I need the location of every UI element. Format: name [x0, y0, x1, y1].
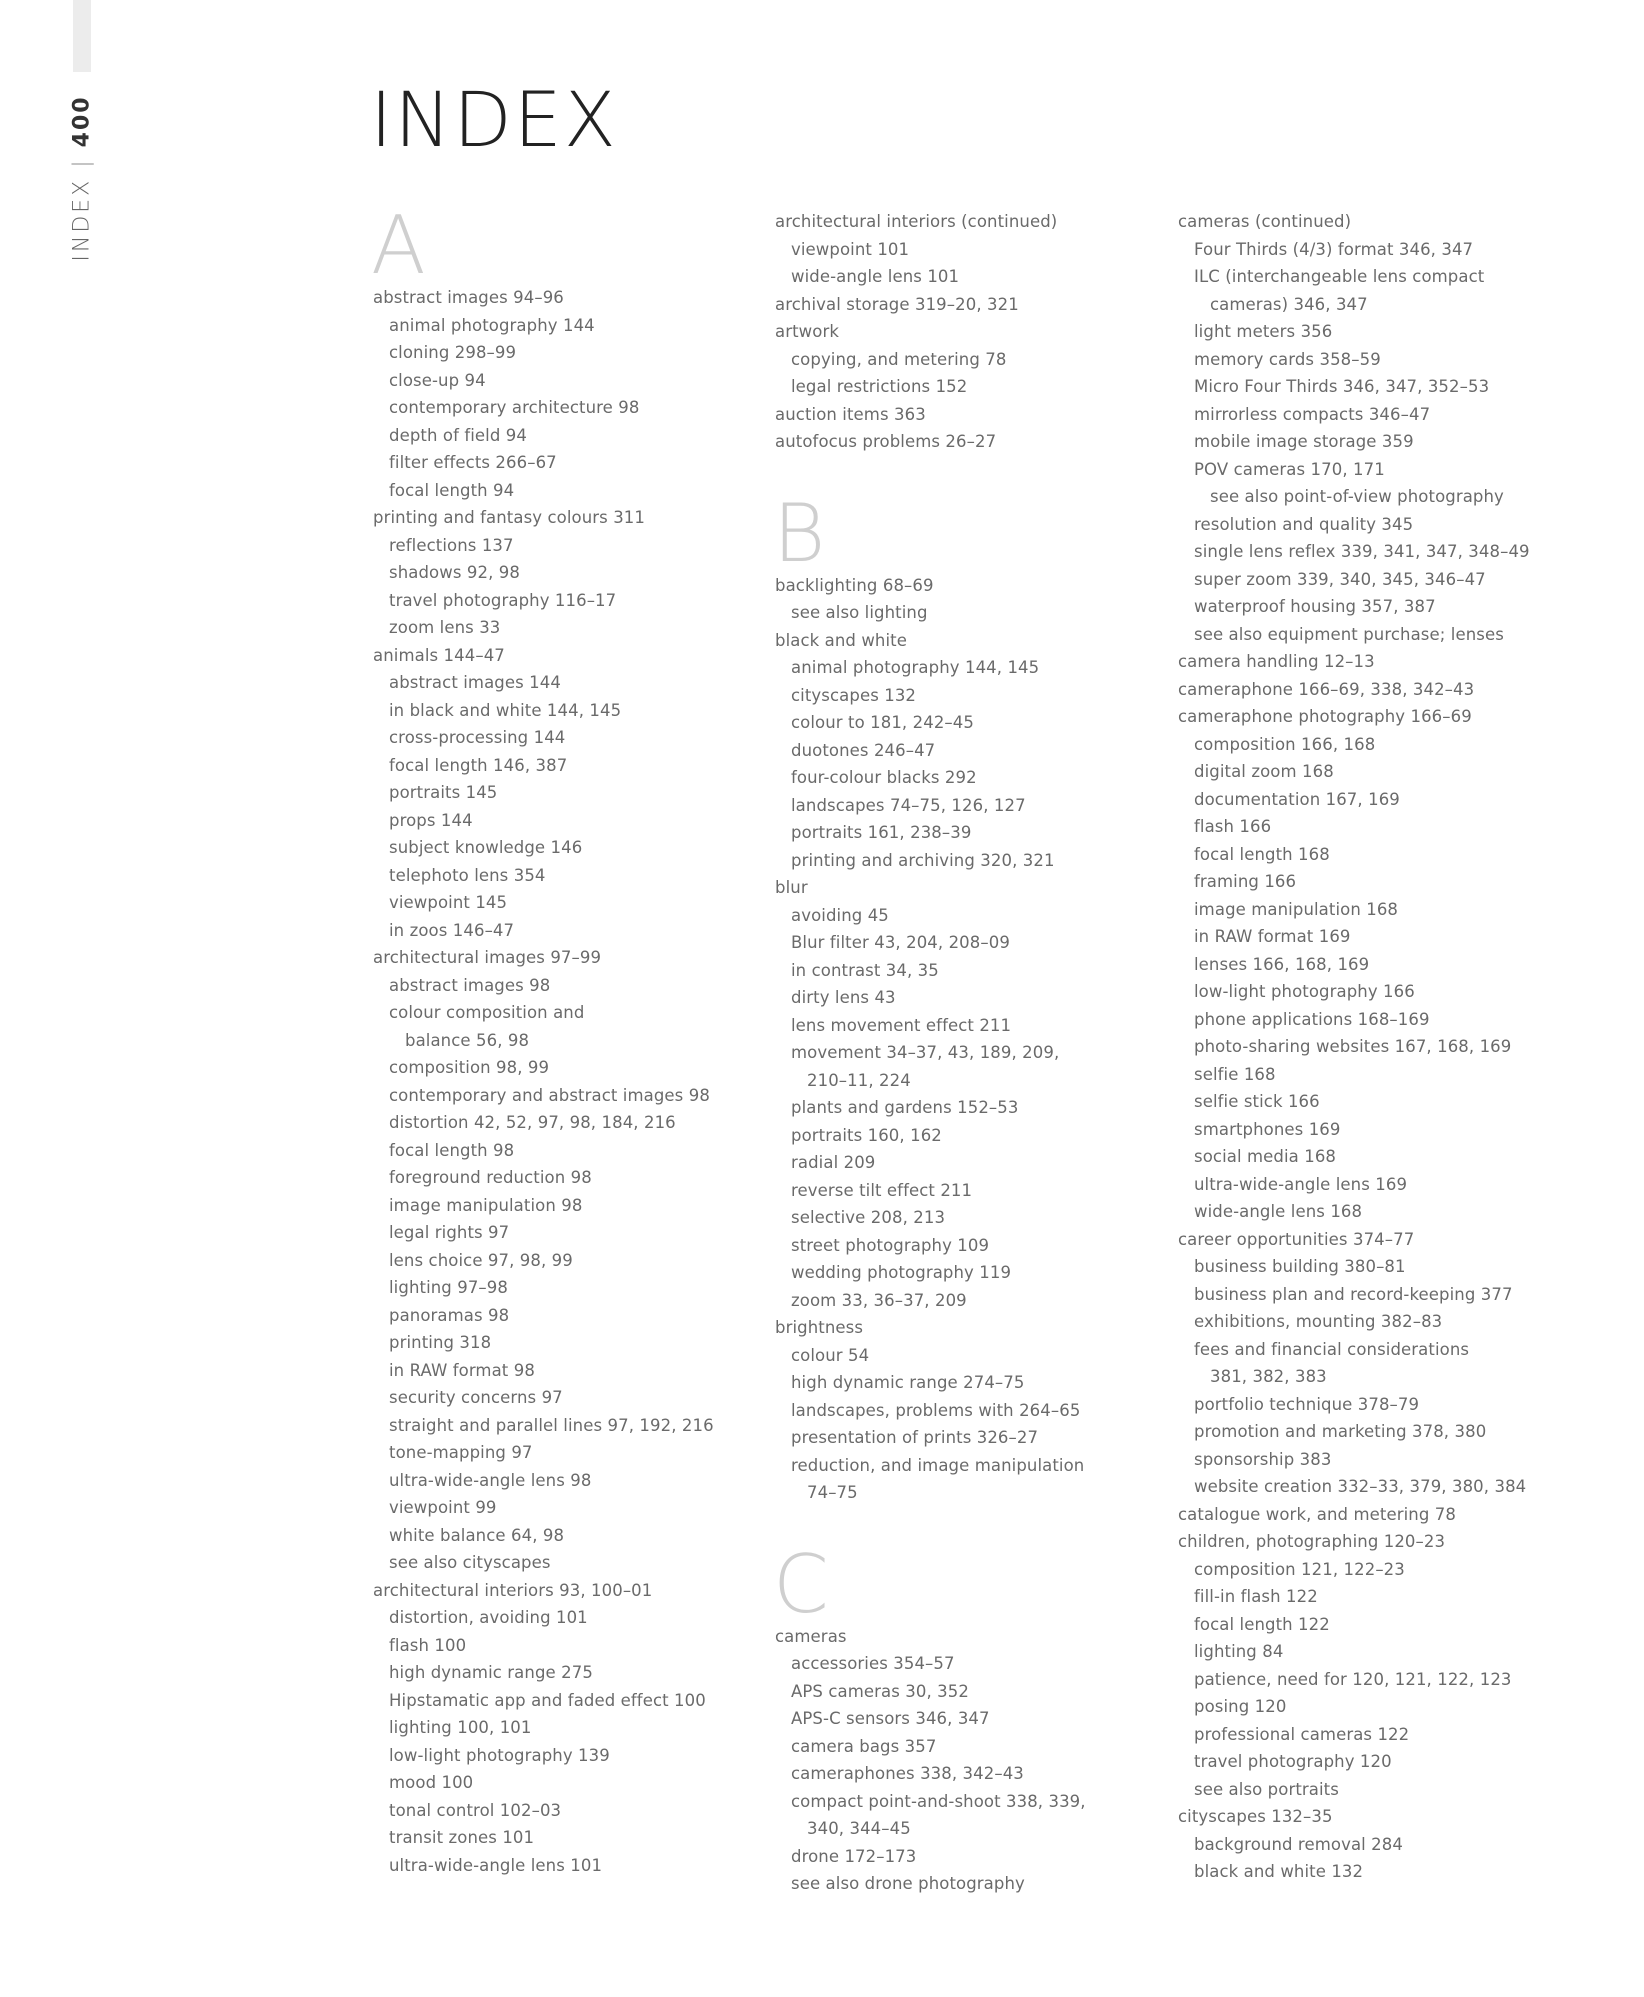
index-subentry: compact point-and-shoot 338, 339,	[791, 1791, 1086, 1811]
index-subentry: Four Thirds (4/3) format 346, 347	[1194, 239, 1474, 259]
index-entry: cameraphone photography 166–69	[1178, 707, 1472, 726]
index-subentry: black and white 132	[1194, 1862, 1364, 1881]
index-subentry: colour to 181, 242–45	[791, 713, 974, 732]
index-subentry: contemporary and abstract images 98	[389, 1085, 710, 1105]
index-subentry: composition 98, 99	[389, 1058, 550, 1077]
index-subentry: tonal control 102–03	[389, 1800, 562, 1820]
index-entry: cameraphone 166–69, 338, 342–43	[1178, 679, 1475, 699]
index-subentry: single lens reflex 339, 341, 347, 348–49	[1194, 542, 1530, 561]
index-entry: cameras	[775, 1626, 847, 1646]
index-subentry: wide-angle lens 168	[1194, 1202, 1363, 1221]
index-subentry: animal photography 144, 145	[791, 658, 1040, 677]
index-subentry: street photography 109	[791, 1235, 990, 1255]
index-subentry: filter effects 266–67	[389, 453, 557, 472]
index-subentry: high dynamic range 275	[389, 1663, 593, 1682]
index-subentry: see also cityscapes	[389, 1553, 551, 1572]
index-subentry: distortion 42, 52, 97, 98, 184, 216	[389, 1113, 676, 1132]
index-subentry: flash 166	[1194, 817, 1272, 836]
index-subentry: avoiding 45	[791, 905, 889, 925]
index-entry: animals 144–47	[373, 645, 505, 665]
index-entry: printing and fantasy colours 311	[373, 508, 646, 527]
index-subentry: smartphones 169	[1194, 1119, 1341, 1139]
index-entry: brightness	[775, 1318, 864, 1337]
index-subentry: patience, need for 120, 121, 122, 123	[1194, 1669, 1512, 1689]
index-subentry: distortion, avoiding 101	[389, 1608, 588, 1627]
index-subentry: animal photography 144	[389, 315, 595, 335]
index-subentry: Blur filter 43, 204, 208–09	[791, 933, 1010, 952]
index-subentry: professional cameras 122	[1194, 1724, 1410, 1744]
index-subentry: white balance 64, 98	[389, 1525, 565, 1545]
index-subentry: composition 166, 168	[1194, 734, 1376, 754]
index-subentry: business building 380–81	[1194, 1257, 1406, 1276]
index-subentry: copying, and metering 78	[791, 349, 1007, 369]
index-subentry: selfie 168	[1194, 1064, 1276, 1084]
index-subentry: dirty lens 43	[791, 988, 896, 1007]
index-subentry: photo-sharing websites 167, 168, 169	[1194, 1037, 1512, 1056]
index-subentry: landscapes 74–75, 126, 127	[791, 795, 1026, 815]
index-subentry: in RAW format 98	[389, 1360, 535, 1380]
index-subentry: see also portraits	[1194, 1779, 1339, 1799]
index-subentry: viewpoint 101	[791, 239, 910, 259]
index-subentry: abstract images 98	[389, 975, 551, 995]
index-subentry: lighting 84	[1194, 1642, 1284, 1661]
index-entry: artwork	[775, 322, 839, 341]
index-subentry: social media 168	[1194, 1147, 1337, 1166]
index-subentry: APS-C sensors 346, 347	[791, 1709, 990, 1728]
index-subentry: travel photography 116–17	[389, 590, 617, 610]
index-subentry: memory cards 358–59	[1194, 349, 1381, 369]
index-subentry: low-light photography 139	[389, 1745, 610, 1765]
index-subentry: subject knowledge 146	[389, 838, 583, 857]
index-subentry: legal rights 97	[389, 1223, 510, 1242]
index-subentry: depth of field 94	[389, 425, 527, 445]
index-subentry: zoom 33, 36–37, 209	[791, 1290, 967, 1310]
index-subentry: close-up 94	[389, 370, 486, 390]
index-subentry: fill-in flash 122	[1194, 1587, 1318, 1606]
index-subentry: plants and gardens 152–53	[791, 1098, 1019, 1117]
index-subentry: 381, 382, 383	[1210, 1367, 1327, 1386]
index-subentry: in contrast 34, 35	[791, 960, 939, 980]
index-subentry: cloning 298–99	[389, 343, 517, 362]
index-entry: architectural images 97–99	[373, 948, 602, 967]
index-subentry: portfolio technique 378–79	[1194, 1394, 1420, 1414]
index-column-1	[371, 199, 753, 1879]
index-subentry: lighting 100, 101	[389, 1718, 532, 1737]
index-entry: black and white	[775, 630, 907, 650]
page-title: INDEX	[370, 75, 618, 164]
index-entry: auction items 363	[775, 404, 926, 424]
index-entry: children, photographing 120–23	[1178, 1532, 1446, 1551]
index-subentry: in zoos 146–47	[389, 920, 515, 940]
index-subentry: resolution and quality 345	[1194, 514, 1414, 534]
index-subentry: ultra-wide-angle lens 169	[1194, 1174, 1408, 1194]
index-subentry: sponsorship 383	[1194, 1449, 1332, 1469]
index-subentry: posing 120	[1194, 1697, 1287, 1716]
index-subentry: POV cameras 170, 171	[1194, 459, 1385, 479]
index-subentry: ultra-wide-angle lens 101	[389, 1855, 603, 1875]
index-subentry: high dynamic range 274–75	[791, 1373, 1025, 1392]
index-subentry: portraits 145	[389, 783, 498, 802]
index-subentry: fees and financial considerations	[1194, 1339, 1470, 1359]
index-subentry: mood 100	[389, 1773, 474, 1792]
index-subentry: cross-processing 144	[389, 728, 566, 747]
index-subentry: framing 166	[1194, 872, 1297, 891]
index-subentry: printing 318	[389, 1333, 492, 1352]
section-letter: A	[371, 199, 426, 292]
index-subentry: abstract images 144	[389, 673, 561, 692]
index-subentry: foreground reduction 98	[389, 1168, 592, 1187]
index-subentry: presentation of prints 326–27	[791, 1428, 1039, 1447]
index-subentry: landscapes, problems with 264–65	[791, 1400, 1081, 1420]
index-column-3	[1178, 208, 1558, 1886]
index-subentry: exhibitions, mounting 382–83	[1194, 1312, 1443, 1331]
index-subentry: transit zones 101	[389, 1828, 535, 1847]
index-subentry: Micro Four Thirds 346, 347, 352–53	[1194, 377, 1490, 396]
index-subentry: focal length 98	[389, 1140, 515, 1160]
index-subentry: colour composition and	[389, 1003, 585, 1022]
index-subentry: four-colour blacks 292	[791, 768, 977, 787]
index-subentry: wedding photography 119	[791, 1263, 1012, 1282]
index-subentry: low-light photography 166	[1194, 982, 1415, 1001]
index-subentry: drone 172–173	[791, 1846, 917, 1866]
index-subentry: super zoom 339, 340, 345, 346–47	[1194, 569, 1486, 589]
index-subentry: see also equipment purchase; lenses	[1194, 624, 1504, 644]
index-subentry: accessories 354–57	[791, 1654, 955, 1673]
index-subentry: props 144	[389, 810, 473, 830]
index-entry: career opportunities 374–77	[1178, 1229, 1415, 1249]
index-subentry: lighting 97–98	[389, 1278, 508, 1297]
index-subentry: cameraphones 338, 342–43	[791, 1764, 1024, 1783]
section-letter: B	[773, 486, 826, 580]
index-subentry: focal length 146, 387	[389, 755, 568, 775]
index-subentry: mirrorless compacts 346–47	[1194, 404, 1431, 424]
index-subentry: see also lighting	[791, 603, 928, 622]
index-subentry: portraits 161, 238–39	[791, 823, 972, 842]
index-subentry: image manipulation 98	[389, 1195, 583, 1215]
index-subentry: tone-mapping 97	[389, 1443, 533, 1462]
index-subentry: security concerns 97	[389, 1388, 563, 1407]
index-subentry: digital zoom 168	[1194, 762, 1334, 781]
index-subentry: viewpoint 99	[389, 1498, 497, 1517]
index-subentry: panoramas 98	[389, 1305, 510, 1325]
index-subentry: selfie stick 166	[1194, 1092, 1320, 1111]
index-entry: cameras (continued)	[1178, 212, 1352, 231]
index-subentry: focal length 94	[389, 480, 515, 500]
index-subentry: movement 34–37, 43, 189, 209,	[791, 1043, 1060, 1062]
index-subentry: focal length 168	[1194, 844, 1330, 864]
index-subentry: light meters 356	[1194, 322, 1333, 341]
index-subentry: shadows 92, 98	[389, 563, 520, 582]
index-subentry: straight and parallel lines 97, 192, 216	[389, 1415, 714, 1435]
index-subentry: zoom lens 33	[389, 618, 501, 637]
index-entry: catalogue work, and metering 78	[1178, 1504, 1456, 1524]
index-subentry: reflections 137	[389, 535, 514, 555]
index-subentry: contemporary architecture 98	[389, 398, 640, 417]
index-subentry: image manipulation 168	[1194, 899, 1399, 919]
section-letter: C	[773, 1537, 829, 1631]
gutter-tab	[73, 0, 91, 72]
page-number: 400	[69, 94, 95, 147]
index-subentry: wide-angle lens 101	[791, 267, 960, 286]
index-entry: blur	[775, 878, 808, 897]
index-column-2	[775, 208, 1155, 1898]
index-subentry: cityscapes 132	[791, 685, 917, 705]
index-entry: architectural interiors 93, 100–01	[373, 1580, 653, 1600]
index-subentry: see also point-of-view photography	[1210, 487, 1504, 506]
index-subentry: ILC (interchangeable lens compact	[1194, 267, 1485, 286]
index-subentry: balance 56, 98	[405, 1030, 530, 1050]
index-subentry: business plan and record-keeping 377	[1194, 1284, 1513, 1304]
index-subentry: mobile image storage 359	[1194, 432, 1414, 451]
index-subentry: duotones 246–47	[791, 740, 936, 760]
index-subentry: colour 54	[791, 1345, 870, 1365]
section-gap	[775, 456, 1155, 496]
index-entry: abstract images 94–96	[373, 288, 564, 307]
index-subentry: legal restrictions 152	[791, 377, 968, 396]
index-subentry: travel photography 120	[1194, 1752, 1392, 1771]
running-head-label: INDEX	[69, 177, 95, 262]
running-head	[62, 88, 102, 268]
index-entry: camera handling 12–13	[1178, 652, 1375, 671]
index-entry: archival storage 319–20, 321	[775, 294, 1019, 314]
index-subentry: background removal 284	[1194, 1834, 1403, 1854]
index-subentry: ultra-wide-angle lens 98	[389, 1470, 592, 1490]
index-subentry: composition 121, 122–23	[1194, 1559, 1405, 1579]
index-subentry: lens movement effect 211	[791, 1015, 1012, 1035]
index-subentry: waterproof housing 357, 387	[1194, 597, 1436, 616]
index-subentry: camera bags 357	[791, 1736, 937, 1756]
index-subentry: telephoto lens 354	[389, 865, 546, 885]
index-subentry: portraits 160, 162	[791, 1125, 942, 1145]
index-subentry: in RAW format 169	[1194, 927, 1351, 946]
index-entry: cityscapes 132–35	[1178, 1807, 1333, 1826]
index-subentry: in black and white 144, 145	[389, 700, 622, 720]
index-subentry: selective 208, 213	[791, 1208, 946, 1227]
index-subentry: website creation 332–33, 379, 380, 384	[1194, 1477, 1527, 1496]
index-subentry: focal length 122	[1194, 1614, 1330, 1634]
index-subentry: phone applications 168–169	[1194, 1009, 1430, 1029]
index-subentry: see also drone photography	[791, 1874, 1025, 1893]
index-entry: backlighting 68–69	[775, 575, 934, 595]
index-subentry: APS cameras 30, 352	[791, 1681, 969, 1701]
index-subentry: cameras) 346, 347	[1210, 294, 1368, 314]
index-subentry: printing and archiving 320, 321	[791, 850, 1055, 870]
index-entry: architectural interiors (continued)	[775, 212, 1058, 231]
index-subentry: 74–75	[807, 1483, 858, 1502]
index-subentry: flash 100	[389, 1635, 467, 1655]
index-subentry: radial 209	[791, 1153, 876, 1172]
index-subentry: viewpoint 145	[389, 893, 508, 912]
index-subentry: 340, 344–45	[807, 1819, 911, 1838]
running-head-separator: |	[69, 156, 95, 168]
index-subentry: lens choice 97, 98, 99	[389, 1250, 573, 1270]
index-subentry: reduction, and image manipulation	[791, 1455, 1085, 1475]
index-subentry: lenses 166, 168, 169	[1194, 954, 1370, 974]
index-subentry: documentation 167, 169	[1194, 789, 1400, 809]
index-subentry: Hipstamatic app and faded effect 100	[389, 1690, 706, 1710]
section-gap	[775, 1507, 1155, 1547]
index-subentry: reverse tilt effect 211	[791, 1180, 973, 1200]
index-entry: autofocus problems 26–27	[775, 432, 997, 451]
index-subentry: 210–11, 224	[807, 1070, 911, 1090]
index-subentry: promotion and marketing 378, 380	[1194, 1422, 1487, 1441]
